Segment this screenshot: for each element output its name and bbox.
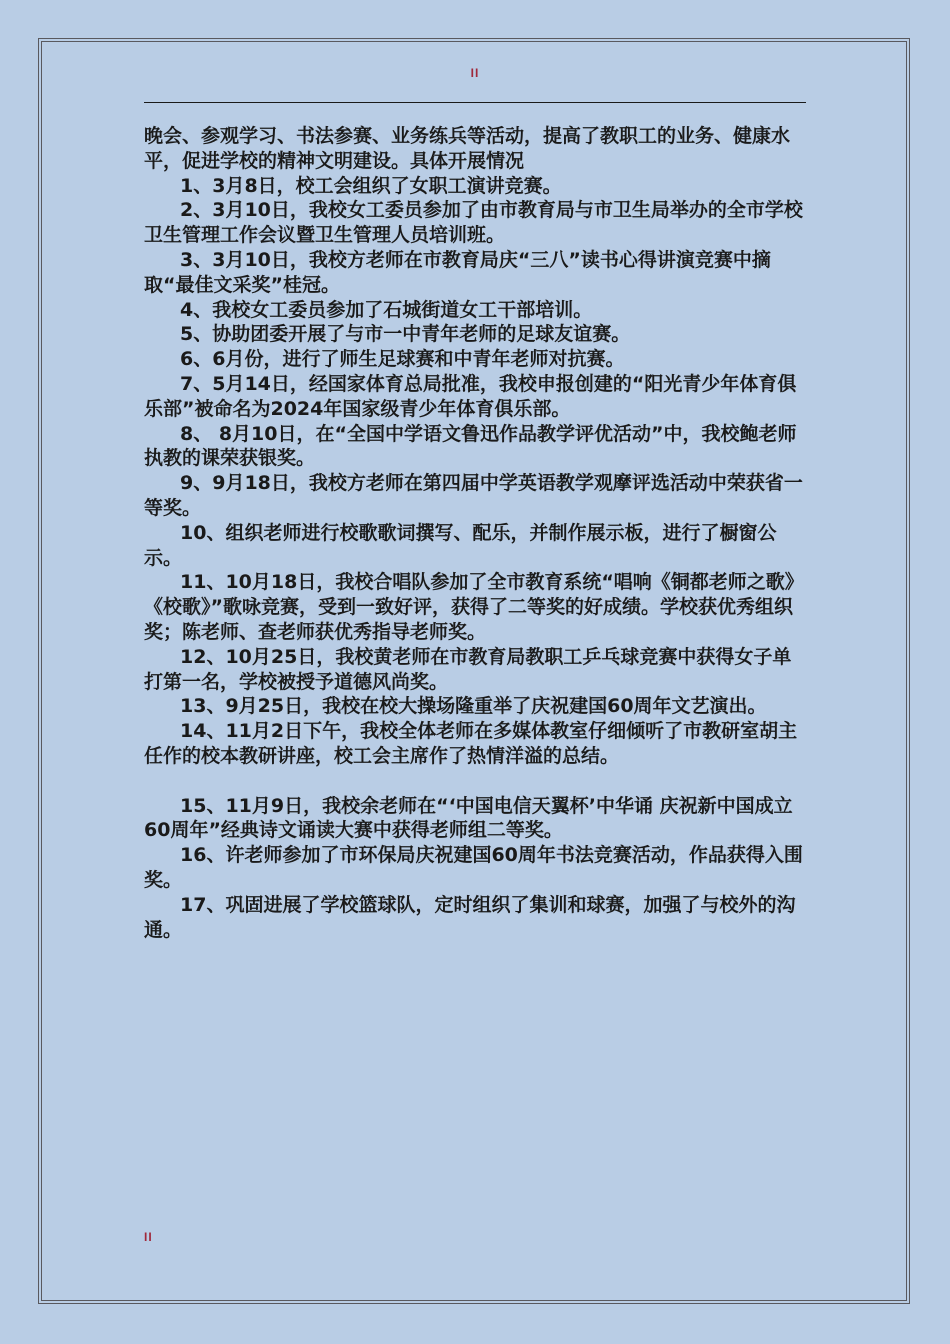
document-body (144, 124, 808, 942)
list-item-17: 17、巩固进展了学校篮球队，定时组织了集训和球赛，加强了与校外的沟通。 (144, 893, 796, 941)
list-item-16: 16、许老师参加了市环保局庆祝建国60周年书法竞赛活动，作品获得入围奖。 (144, 844, 803, 891)
footer-mark: II (144, 1230, 153, 1244)
list-item-4: 4、我校女工委员参加了石城街道女工干部培训。 (180, 298, 593, 321)
list-item-3: 3、3月10日，我校方老师在市教育局庆“三八”读书心得讲演竞赛中摘取“最佳文采奖”桂冠。 (144, 248, 771, 296)
list-item-9: 9、9月18日，我校方老师在第四届中学英语教学观摩评选活动中荣获省一等奖。 (144, 472, 803, 519)
list-item-1: 1、3月8日，校工会组织了女职工演讲竞赛。 (180, 174, 562, 197)
intro-paragraph: 晚会、参观学习、书法参赛、业务练兵等活动，提高了教职工的业务、健康水平，促进学校的精神文明建设。具体开展情况 (144, 125, 791, 172)
list-item-14: 14、11月2日下午，我校全体老师在多媒体教室仔细倾听了市教研室胡主任作的校本教研讲座，校工会主席作了热情洋溢的总结。 (144, 720, 798, 767)
list-item-6: 6、6月份，进行了师生足球赛和中青年老师对抗赛。 (180, 348, 625, 371)
list-item-11: 11、10月18日，我校合唱队参加了全市教育系统“唱响《铜都老师之歌》《校歌》”歌咏竞赛，受到一致好评，获得了二等奖的好成绩。学校获优秀组织奖；陈老师、查老师获优秀指导老师奖。 (144, 571, 804, 643)
list-item-15: 15、11月9日，我校余老师在“‘中国电信天翼杯’中华诵 庆祝新中国成立60周年”经典诗文诵读大赛中获得老师组二等奖。 (144, 794, 793, 842)
list-item-10: 10、组织老师进行校歌歌词撰写、配乐，并制作展示板，进行了橱窗公示。 (144, 521, 777, 569)
header-mark: II (470, 66, 480, 80)
list-item-8: 8、 8月10日，在“全国中学语文鲁迅作品教学评优活动”中，我校鲍老师执教的课荣获银奖。 (144, 422, 797, 470)
list-item-13: 13、9月25日，我校在校大操场隆重举了庆祝建国60周年文艺演出。 (180, 695, 767, 718)
header-rule (144, 102, 806, 103)
list-item-12: 12、10月25日，我校黄老师在市教育局教职工乒乓球竞赛中获得女子单打第一名，学校被授予道德风尚奖。 (144, 645, 792, 693)
list-item-2: 2、3月10日，我校女工委员参加了由市教育局与市卫生局举办的全市学校卫生管理工作会议暨卫生管理人员培训班。 (144, 199, 803, 247)
list-item-5: 5、协助团委开展了与市一中青年老师的足球友谊赛。 (180, 323, 631, 346)
list-item-7: 7、5月14日，经国家体育总局批准，我校申报创建的“阳光青少年体育俱乐部”被命名为2024年国家级青少年体育俱乐部。 (144, 372, 797, 420)
